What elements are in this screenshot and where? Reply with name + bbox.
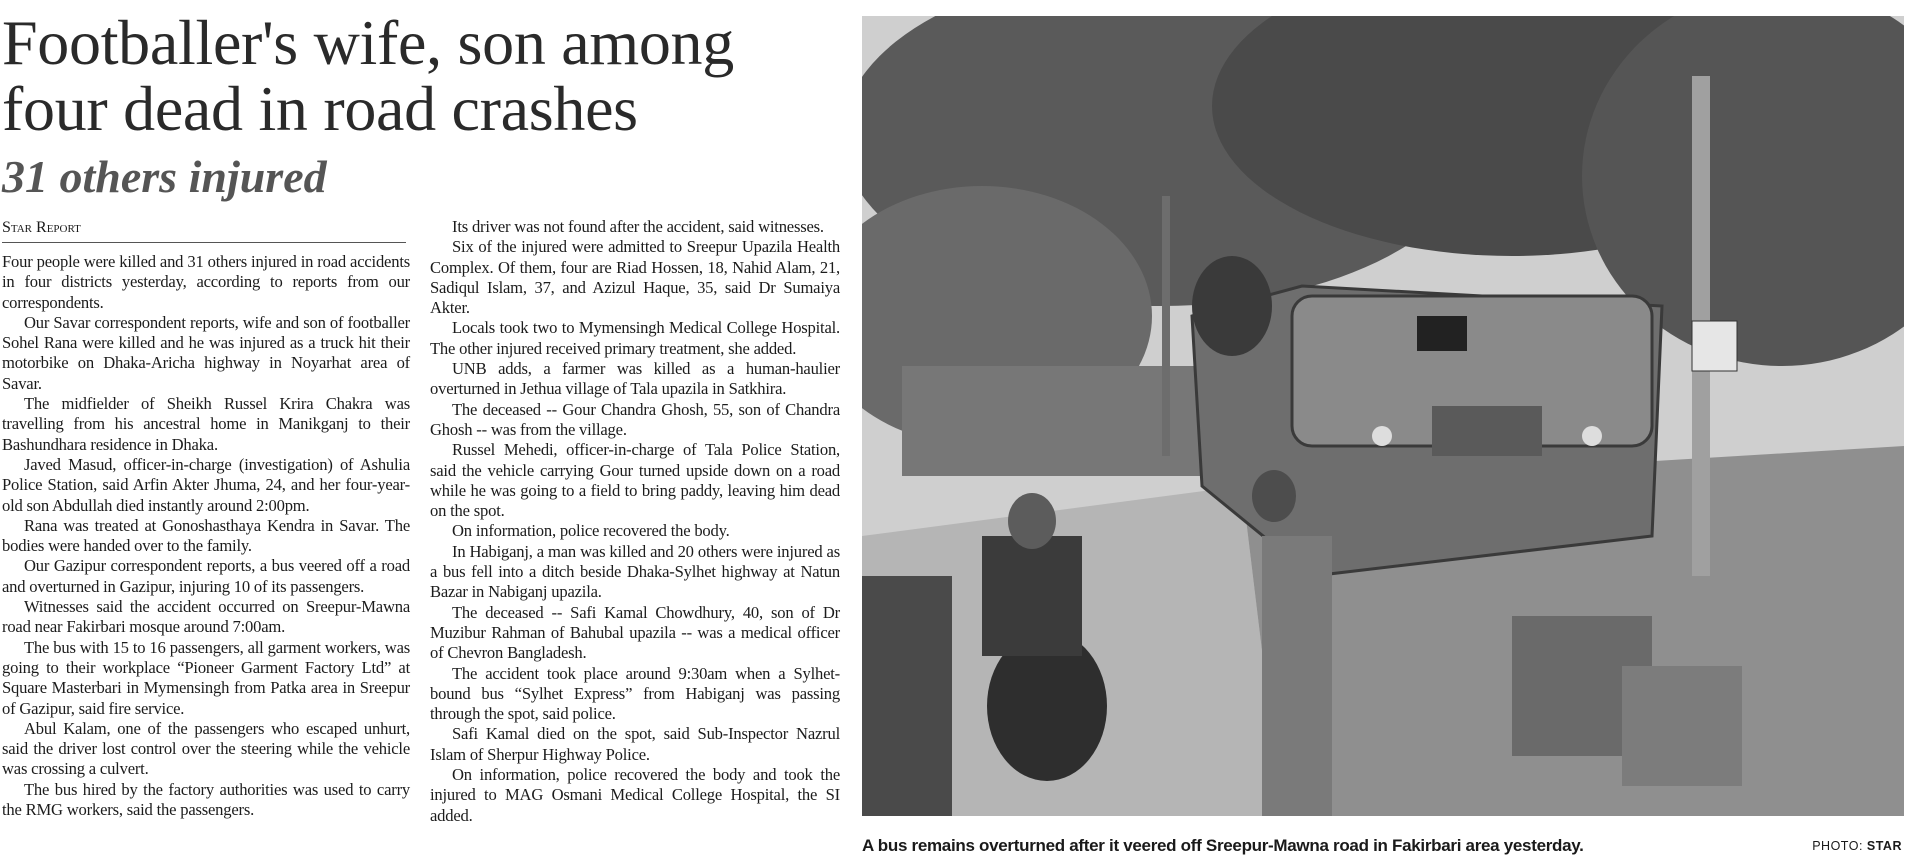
- paragraph: Its driver was not found after the accident, said witnesses.: [452, 217, 824, 236]
- headline: [2, 7, 852, 144]
- paragraph: On information, police recovered the body and took the injured to MAG Osmani Medical College Hospital, the SI added.: [430, 765, 840, 825]
- paragraph: On information, police recovered the body.: [452, 521, 730, 541]
- article-column-2: [430, 217, 840, 826]
- paragraph: Javed Masud, officer-in-charge (investigation) of Ashulia Police Station, said Arfin Akter Jhuma, 24, and her four-year-old son Abdullah died instantly around 2:00pm.: [2, 454, 410, 515]
- paragraph: Six of the injured were admitted to Sreepur Upazila Health Complex. Of them, four are Riad Hossen, 18, Nahid Alam, 21, Sadiqul Islam, 37, and Azizul Haque, 35, said Dr Sumaiya Akter.: [430, 237, 840, 318]
- paragraph: Safi Kamal died on the spot, said Sub-Inspector Nazrul Islam of Sherpur Highway Police.: [430, 724, 840, 764]
- paragraph: Our Gazipur correspondent reports, a bus veered off a road and overturned in Gazipur, injuring 10 of its passengers.: [2, 556, 410, 596]
- photo-caption: A bus remains overturned after it veered off Sreepur-Mawna road in Fakirbari area yesterday.: [862, 836, 1584, 855]
- paragraph: The bus with 15 to 16 passengers, all garment workers, was going to their workplace “Pioneer Garment Factory Ltd” at Square Masterbari in Mymensingh from Patka area in Sreepur of Gazipur, said fire service.: [2, 637, 410, 718]
- paragraph: Russel Mehedi, officer-in-charge of Tala Police Station, said the vehicle carrying Gour turned upside down on a road while he was going to a field to bring paddy, leaving him dead on the spot.: [430, 440, 840, 521]
- news-photo: [862, 16, 1904, 816]
- paragraph: The deceased -- Safi Kamal Chowdhury, 40, son of Dr Muzibur Rahman of Bahubal upazila -- was a medical officer of Chevron Bangladesh.: [430, 602, 840, 663]
- headline-line-2: four dead in road crashes: [2, 73, 638, 144]
- paragraph: Locals took two to Mymensingh Medical College Hospital. The other injured received primary treatment, she added.: [430, 318, 840, 358]
- article-column-1: [2, 252, 410, 820]
- paragraph: Four people were killed and 31 others injured in road accidents in four districts yesterday, according to reports from our correspondents.: [2, 252, 410, 312]
- photo-credit-prefix: PHOTO:: [1812, 839, 1867, 853]
- paragraph: The midfielder of Sheikh Russel Krira Chakra was travelling from his ancestral home in Manikganj to their Bashundhara residence in Dhaka.: [2, 394, 410, 454]
- paragraph: Abul Kalam, one of the passengers who escaped unhurt, said the driver lost control over the steering while the vehicle was crossing a culvert.: [2, 718, 410, 779]
- paragraph: Rana was treated at Gonoshasthaya Kendra in Savar. The bodies were handed over to the family.: [2, 515, 410, 556]
- paragraph: Our Savar correspondent reports, wife and son of footballer Sohel Rana were killed and he was injured as a truck hit their motorbike on Dhaka-Aricha highway in Noyarhat area of Savar.: [2, 312, 410, 393]
- paragraph: The accident took place around 9:30am when a Sylhet-bound bus “Sylhet Express” from Habiganj was passing through the spot, said police.: [430, 663, 840, 724]
- paragraph: The bus hired by the factory authorities was used to carry the RMG workers, said the passengers.: [2, 779, 410, 820]
- photo-credit: [1812, 839, 1902, 853]
- subheadline: 31 others injured: [2, 151, 327, 202]
- paragraph: The deceased -- Gour Chandra Ghosh, 55, son of Chandra Ghosh -- was from the village.: [430, 399, 840, 439]
- paragraph: Witnesses said the accident occurred on Sreepur-Mawna road near Fakirbari mosque around 7:00am.: [2, 597, 410, 637]
- paragraph: In Habiganj, a man was killed and 20 others were injured as a bus fell into a ditch beside Dhaka-Sylhet highway at Natun Bazar in Nabiganj upazila.: [430, 541, 840, 602]
- photo-credit-source: STAR: [1866, 839, 1902, 853]
- paragraph: UNB adds, a farmer was killed as a human-haulier overturned in Jethua village of Tala upazila in Satkhira.: [430, 359, 840, 399]
- headline-line-1: Footballer's wife, son among: [2, 7, 734, 78]
- overturned-bus-photo: [862, 16, 1904, 816]
- byline: Star Report: [2, 218, 406, 243]
